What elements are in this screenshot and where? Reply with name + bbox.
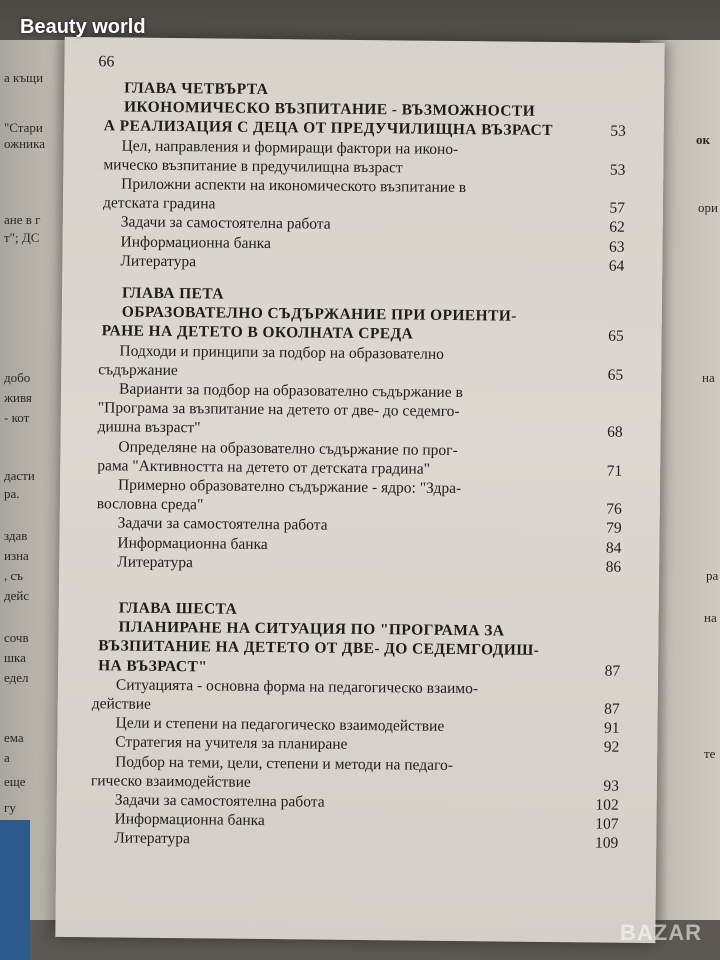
toc-entry-line: Подходи и принципи за подбор на образователно xyxy=(119,342,445,363)
toc-entry-line: Стратегия на учителя за планиране xyxy=(115,733,348,754)
toc-entry-line: Литература xyxy=(117,553,193,572)
toc-entry-line: Информационна банка xyxy=(120,233,271,252)
chapter-title-line: ИКОНОМИЧЕСКО ВЪЗПИТАНИЕ - ВЪЗМОЖНОСТИ xyxy=(123,98,536,120)
left-page-fragment: "Стари xyxy=(4,120,43,135)
toc-page-number: 76 xyxy=(606,500,622,518)
right-page-fragment: ори xyxy=(698,200,718,215)
toc-entry-line: Цел, направления и формиращи фактори на иконо- xyxy=(121,137,459,158)
chapter-title-line: А РЕАЛИЗАЦИЯ С ДЕЦА ОТ ПРЕДУЧИЛИЩНА ВЪЗРАСТ xyxy=(103,117,554,140)
left-page-fragment: шка xyxy=(4,650,26,665)
toc-page-number: 92 xyxy=(603,738,620,757)
left-page-fragment: ра. xyxy=(4,486,20,501)
toc-entry-line: Литература xyxy=(114,829,191,848)
toc-entry-line: Задачи за самостоятелна работа xyxy=(120,213,331,234)
chapter-page-number: 53 xyxy=(610,122,626,141)
toc-page-number: 102 xyxy=(595,796,619,814)
left-page-fragment: добо xyxy=(4,370,31,385)
toc-page-number: 53 xyxy=(609,161,626,179)
right-page-fragment: ок xyxy=(696,132,710,147)
left-page-fragment: живя xyxy=(4,390,32,405)
toc-page-number: 93 xyxy=(603,777,620,795)
chapter-title-line: ВЪЗПИТАНИЕ НА ДЕТЕТО ОТ ДВЕ- ДО СЕДЕМГОДИШ- xyxy=(98,637,540,660)
right-page-fragment: на xyxy=(702,370,715,385)
toc-entry-line: Варианти за подбор на образователно съдържание в xyxy=(118,380,463,402)
toc-entry-line: Подбор на теми, цели, степени и методи на педаго- xyxy=(115,753,454,774)
toc-entry-line: Цели и степени на педагогическо взаимодействие xyxy=(115,714,445,736)
toc-entry-line: рама "Активността на детето от детската градина" xyxy=(97,457,431,478)
left-page-fragment: еще xyxy=(4,774,26,789)
bazar-watermark: BAZAR xyxy=(620,920,702,945)
toc-page-number: 107 xyxy=(595,815,619,833)
brand-watermark: Beauty world xyxy=(20,16,146,38)
toc-page-number: 57 xyxy=(609,199,626,217)
toc-entry-line: Приложни аспекти на икономическото възпитание в xyxy=(121,175,467,197)
toc-entry-line: дишна възраст" xyxy=(97,418,201,437)
chapter-page-number: 65 xyxy=(608,327,624,346)
left-page-fragment: здав xyxy=(4,528,28,543)
toc-entry-line: "Програма за възпитание на детето от две- до седемго- xyxy=(97,399,460,421)
toc-page-number: 68 xyxy=(607,423,623,442)
left-page-fragment: т"; ДС xyxy=(4,230,40,245)
page-number: 66 xyxy=(98,53,115,71)
left-page-fragment: ане в г xyxy=(4,212,41,227)
toc-entry-line: Информационна банка xyxy=(117,534,268,553)
chapter-label: ГЛАВА ШЕСТА xyxy=(118,599,238,618)
right-page-fragment: на xyxy=(704,610,717,625)
toc-entry-line: Определяне на образователно съдържание по прог- xyxy=(118,438,458,459)
left-page-fragment: , съ xyxy=(4,568,23,583)
left-page-fragment: ожника xyxy=(4,136,45,151)
toc-entry-line: Литература xyxy=(120,252,197,271)
right-page-fragment: ра xyxy=(706,568,719,583)
toc-entry-line: Информационна банка xyxy=(114,810,265,830)
toc-entry-line: Ситуацията - основна форма на педагогическо взаимо- xyxy=(115,676,479,698)
toc-page-number: 86 xyxy=(605,558,622,576)
left-page-fragment: изна xyxy=(4,548,29,563)
toc-entry-line: Задачи за самостоятелна работа xyxy=(114,791,325,811)
toc-entry-line: гическо взаимодействие xyxy=(90,771,251,791)
left-page-fragment: едел xyxy=(4,670,29,685)
toc-page-number: 65 xyxy=(607,366,624,384)
toc-entry-line: Примерно образователно съдържание - ядро: "Здра- xyxy=(117,476,462,498)
left-page-fragment: а къщи xyxy=(4,70,44,85)
toc-entry-line: Задачи за самостоятелна работа xyxy=(117,514,328,535)
book-page xyxy=(55,37,664,943)
chapter-title-line: РАНЕ НА ДЕТЕТО В ОКОЛНАТА СРЕДА xyxy=(101,322,414,343)
left-page-fragment: сочв xyxy=(4,630,29,645)
toc-page-number: 64 xyxy=(608,257,625,275)
toc-page-number: 62 xyxy=(609,218,625,237)
left-page-fragment: дейс xyxy=(4,588,30,603)
chapter-label: ГЛАВА ЧЕТВЪРТА xyxy=(124,79,269,99)
toc-page-number: 71 xyxy=(606,462,623,480)
right-page-fragment: те xyxy=(704,746,716,761)
toc-page-number: 87 xyxy=(604,700,620,718)
blue-book-edge xyxy=(0,820,30,960)
toc-entry-line: детската градина xyxy=(102,194,216,213)
left-page-fragment: гу xyxy=(4,800,16,815)
left-page-fragment: дасти xyxy=(4,468,35,483)
toc-page-number: 91 xyxy=(603,719,620,737)
toc-page-number: 84 xyxy=(605,539,622,557)
chapter-title-line: ОБРАЗОВАТЕЛНО СЪДЪРЖАНИЕ ПРИ ОРИЕНТИ- xyxy=(121,303,517,325)
toc-entry-line: вословна среда" xyxy=(96,495,204,514)
left-page-fragment: ема xyxy=(4,730,24,745)
toc-page-number: 63 xyxy=(608,238,625,256)
toc-entry-line: съдържание xyxy=(98,361,178,379)
chapter-page-number: 87 xyxy=(604,662,621,680)
toc-page-number: 79 xyxy=(606,519,622,538)
chapter-title-line: НА ВЪЗРАСТ" xyxy=(98,656,208,676)
chapter-label: ГЛАВА ПЕТА xyxy=(121,284,224,303)
left-page-fragment: - кот xyxy=(4,410,30,425)
left-page-fragment: а xyxy=(4,750,10,765)
toc-page-number: 109 xyxy=(594,834,619,853)
toc-entry-line: мическо възпитание в предучилищна възраст xyxy=(103,156,403,177)
toc-entry-line: действие xyxy=(91,695,152,713)
chapter-title-line: ПЛАНИРАНЕ НА СИТУАЦИЯ ПО "ПРОГРАМА ЗА xyxy=(118,618,505,640)
